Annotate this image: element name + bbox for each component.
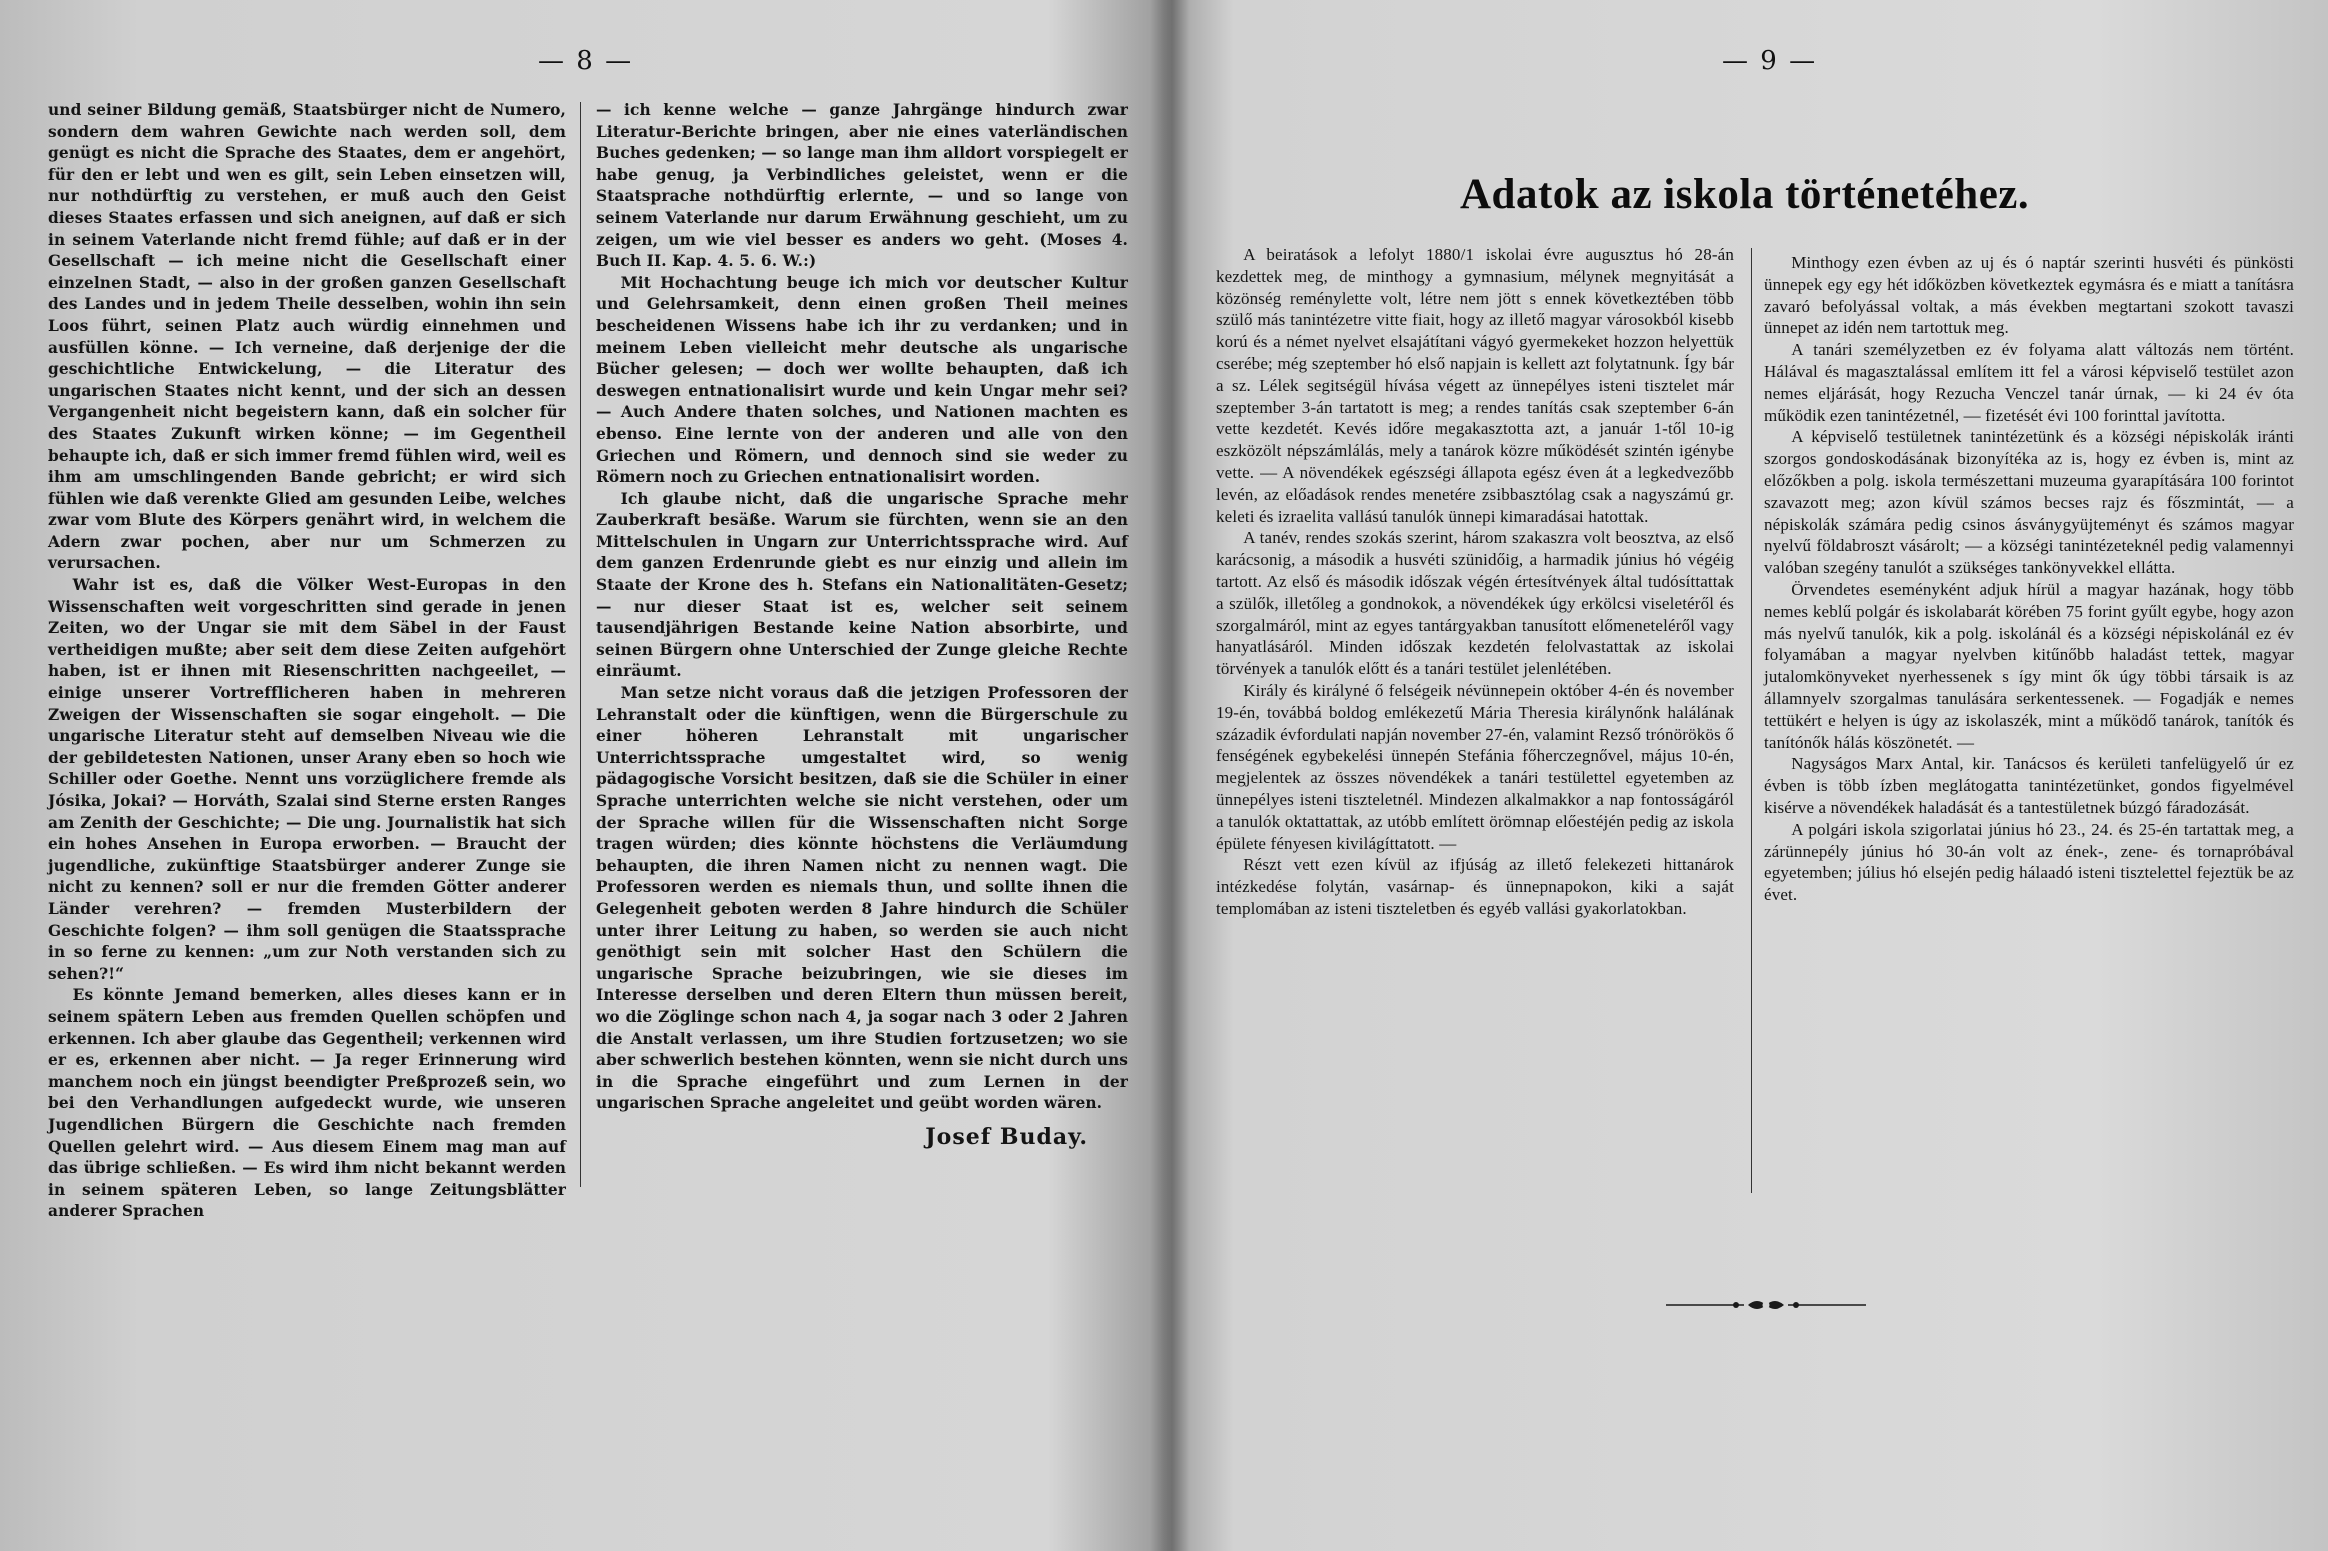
right-page-column-1 <box>1216 244 1734 920</box>
paragraph: Man setze nicht voraus daß die jetzigen Professoren der Lehranstalt oder die künftigen, wenn die Bürgerschule zu einer höheren Lehranstalt mit ungarischer Unterrichtssprache umgestaltet wird, so wenig pädagogische Vorsicht besitzen, daß sie die Schüler in einer Sprache unterrichten welche sie nicht verstehen, oder um der Sprache willen für die Wissenschaften nicht Sorge tragen würden; dies könnte höchstens die Verläumdung behaupten, die ihren Namen nicht zu nennen wagt. Die Professoren werden es niemals thun, und sollte ihnen die Gelegenheit geboten werden 8 Jahre hindurch die Schüler unter ihrer Leitung zu haben, so werden sie auch nicht genöthigt sein mit solcher Hast den Schülern die ungarische Sprache beizubringen, wie sie dieses im Interesse derselben und deren Eltern thun müssen bereit, wo die Zöglinge schon nach 4, ja sogar nach 3 oder 2 Jahren die Anstalt verlassen, um ihre Studien fortzusetzen; wo sie aber schwerlich bestehen könnten, wenn sie nicht durch uns in die Sprache eingeführt und zum Lernen in der ungarischen Sprache angeleitet und geübt worden wären. <box>596 684 1128 1113</box>
paragraph: A beiratások a lefolyt 1880/1 iskolai évre augusztus hó 28-án kezdettek meg, de minthogy a gymnasium, mélynek megnyitását a közönség reménylette volt, létre nem jött s ennek következtében több szülő más tanintézetre vitte fiait, hogy az illető magyar városokból kisebb korú és a német nyelvet elsajátítani vágyó gyermekeket hozzon helyettük cserébe; még szeptember hó első napjain is kellett azt folytatnunk. Így bár a sz. Lélek segitségül hívása végett az ünnepélyes isteni tisztelet már szeptember 3-án tartatott is meg; a rendes tanítás csak szeptember 6-án vette kezdetét. Kevés időre megakasztotta azt, a január 1-től 10-ig eszközölt népszámlálás, mely a tanárok közre működését szintén igénybe vette. — A növendékek egészségi állapota egész éven át a legkedvezőbb levén, az előadások rendes menetére zsibbasztólag csak a nagyszámú gr. keleti és izraelita vallású tanulók ünnepi kimaradásai hatottak. <box>1216 245 1734 526</box>
paragraph: A tanári személyzetben ez év folyama alatt változás nem történt. Hálával és magasztalással említem itt fel a városi képviselő testület azon nemes eljárását, hogy Rezucha Venczel tanár úrnak, — ki 24 év óta működik ezen tanintézetnél, — fizetését évi 100 forinttal javította. <box>1764 340 2294 425</box>
paragraph: Örvendetes eseményként adjuk hírül a magyar hazának, hogy több nemes keblű polgár és iskolabarát körében 75 forint gyűlt egybe, hogy azon más nyelvű tanulók, kik a polg. iskolánál és a községi népiskolánál ez év folyamában a magyar nyelvben kitűnőbb haladást tettek, magyar jutalomkönyveket nyerhessenek s így mint ők úgy többi társaik is az államnyelv szorgalmas tanulására serkentessenek. — Fogadják e nemes tettükért e helyen is úgy az iskolaszék, mint a működő tanárok, tanítók és tanítónők hálás köszönetét. — <box>1764 579 2294 752</box>
paragraph: A tanév, rendes szokás szerint, három szakaszra volt beosztva, az első karácsonig, a második a husvéti szünidőig, a harmadik június hó végéig tartott. Az első és második időszak végén értesítvények által tudósíttattak a szülők, illetőleg a gondnokok, a növendékek úgy erkölcsi viseletéről és szorgalmáról, mint az egyes tantárgyakban tanusított előmeneteléről vagy hanyatlásáról. Minden időszak kezdetén felolvastattak az iskolai törvények a tanulók előtt és a tanári testület jelenlétében. <box>1216 528 1734 679</box>
author-signature: Josef Buday. <box>925 1123 1088 1150</box>
article-title: Adatok az iskola történetéhez. <box>1460 171 2030 218</box>
page-number-right: — 9 — <box>1722 46 1818 76</box>
left-page-column-2 <box>596 100 1128 1149</box>
column-divider <box>580 102 581 1187</box>
paragraph: Részt vett ezen kívül az ifjúság az illető felekezeti hittanárok intézkedése folytán, vasárnap- és ünnepnapokon, kiki a saját templomában az isteni tiszteletben és egyéb vallási gyakorlatokban. <box>1216 855 1734 918</box>
paragraph: Es könnte Jemand bemerken, alles dieses kann er in seinem spätern Leben aus fremden Quellen schöpfen und erkennen. Ich aber glaube das Gegentheil; verkennen wird er es, erkennen aber nicht. — Ja reger Erinnerung wird manchem noch ein jüngst beendigter Preßprozeß sein, wo bei den Verhandlungen aufgedeckt wurde, wie unseren Jugendlichen Bürgern die Geschichte nach fremden Quellen gelehrt wird. — Aus diesem Einem mag man auf das übrige schließen. — Es wird ihm nicht bekannt werden in seinem späteren Leben, so lange Zeitungsblätter anderer Sprachen <box>48 986 566 1221</box>
paragraph: und seiner Bildung gemäß, Staatsbürger nicht de Numero, sondern dem wahren Gewichte nach werden soll, dem genügt es nicht die Sprache des Staates, dem er angehört, für den er lebt und wen es gilt, sein Leben einsetzen will, nur nothdürftig zu verstehen, er muß auch den Geist dieses Staates erfassen und sich aneignen, auf daß er sich in seinem Vaterlande nicht fremd fühle; auf daß er in der Gesellschaft — ich meine nicht die Gesellschaft einer einzelnen Stadt, — also in der großen ganzen Gesellschaft des Landes und in jedem Theile desselben, wohin ihn sein Loos führt, seinen Platz auch würdig einnehmen und ausfüllen könne. — Ich verneine, daß derjenige der die geschichtliche Entwickelung, — die Literatur des ungarischen Staates nicht kennt, und der sich an dessen Vergangenheit nicht begeistern kann, daß ein solcher für des Staates Zukunft wirken könne; — im Gegentheil behaupte ich, daß er sich immer fremd fühlen wird, weil es ihm am umschlingenden Bande gebricht; er wird sich fühlen wie daß verenkte Glied am gesunden Leibe, welches zwar vom Blute des Körpers genährt wird, in welchem die Adern zwar pochen, aber nur um Schmerzen zu verursachen. <box>48 101 566 573</box>
page-number-left: — 8 — <box>538 46 634 76</box>
column-divider <box>1751 248 1752 1193</box>
paragraph: Wahr ist es, daß die Völker West-Europas in den Wissenschaften weit vorgeschritten sind gerade in jenen Zeiten, wo der Ungar sie mit dem Säbel in der Faust vertheidigen mußte; aber seit dem diese Zeiten aufgehört haben, ist er ihnen mit Riesenschritten nachgeeilet, — einige unserer Vortrefflicheren haben in mehreren Zweigen der Wissenschaften sie sogar eingeholt. — Die ungarische Literatur steht auf demselben Niveau wie die der gebildetesten Nationen, unser Arany eben so hoch wie Schiller oder Goethe. Nennt uns vorzüglichere fremde als Jósika, Jokai? — Horváth, Szalai sind Sterne ersten Ranges am Zenith der Geschichte; — Die ung. Journalistik hat sich ein hohes Ansehen in Europa erworben. — Braucht der jugendliche, zukünftige Staatsbürger anderer Zunge sie nicht zu kennen? soll er nur die fremden Götter anderer Länder verehren? — fremden Musterbildern der Geschichte folgen? — ihm soll genügen die Staatssprache in so ferne zu kennen: „um zur Noth verstanden sich zu sehen?!“ <box>48 576 566 983</box>
paragraph: A képviselő testületnek tanintézetünk és a községi népiskolák iránti szorgos gondoskodásának bizonyítéka az is, hogy ez évben is, mint az előzőkben a polg. iskola természettani muzeuma gyarapítására 100 forintot szavazott meg; azon kívül számos becses rajz és főszmintát, — a népiskolák számára pedig csinos ásványgyüjteményt és számos magyar nyelvű földabroszt vásárolt; — a községi tanintézeteknél pedig valamennyi valóban szegény tanulót a szükséges tankönyvekkel ellátta. <box>1764 427 2294 578</box>
paragraph: Ich glaube nicht, daß die ungarische Sprache mehr Zauberkraft besäße. Warum sie fürchten, wenn sie an den Mittelschulen in Ungarn zur Unterrichtssprache wird. Auf dem ganzen Erdenrunde giebt es nur einzig und allein im Staate der Krone des h. Stefans ein Nationalitäten-Gesetz; — nur dieser Staat ist es, welcher seit seinem tausendjährigen Bestande keine Nation absorbirte, und seinen Bürgern ohne Unterschied der Zunge gleiche Rechte einräumt. <box>596 489 1128 681</box>
paragraph: — ich kenne welche — ganze Jahrgänge hindurch zwar Literatur-Berichte bringen, aber nie eines vaterländischen Buches gedenken; — so lange man ihm alldort vorspiegelt er habe genug, ja Verbindliches geleistet, wenn er die Staatsprache nothdürftig erlernte, — und so lange von seinem Vaterlande nur darum Erwähnung geschieht, um zu zeigen, um wie viel besser es anders wo geht. (Moses 4. Buch II. Kap. 4. 5. 6. W.:) <box>596 101 1128 271</box>
paragraph: Mit Hochachtung beuge ich mich vor deutscher Kultur und Gelehrsamkeit, denn einen großen Theil meines bescheidenen Wissens habe ich ihr zu verdanken; und in meinem Leben vielleicht mehr deutsche als ungarische Bücher gelesen; — doch wer wollte behaupten, daß ich deswegen entnationalisirt wurde und kein Ungar mehr sei? — Auch Andere thaten solches, und Nationen machten es ebenso. Eine lernte von der anderen und alle von den Griechen und Römern, und dennoch sind sie weder zu Römern noch zu Griechen entnationalisirt worden. <box>596 273 1128 487</box>
paragraph: Nagyságos Marx Antal, kir. Tanácsos és kerületi tanfelügyelő úr ez évben is több ízben meglátogatta tanintézetünket, gondos figyelmével kisérve a növendékek haladását és a tantestületnek búzgó fáradozását. <box>1764 754 2294 817</box>
right-page <box>1164 0 2328 1551</box>
decorative-divider-icon <box>1666 1296 1866 1314</box>
right-page-column-2 <box>1764 252 2294 906</box>
paragraph: Minthogy ezen évben az uj és ó naptár szerinti husvéti és pünkösti ünnepek egy egy hét időközben következtek egymásra és e miatt a tanításra zavaró befolyással voltak, a más években megtartani szokott tavaszi ünnepet az idén nem tartottuk meg. <box>1764 253 2294 338</box>
paragraph: Király és királyné ő felségeik névünnepein október 4-én és november 19-én, továbbá boldog emlékezetű Mária Theresia királynőnk halálának századik évfordulati napján november 27-én, valamint Rezső trónörökös ő fenségének egybekelési ünnepén Stefánia főherczegnővel, május 10-én, megjelentek az összes növendékek a tanári testülettel egyetemben az ünnepélyes isteni tiszteletnél. Mindezen alkalmakkor a nap fontosságáról a tanulók oktattattak, az utóbb említett örömnap előestéjén pedig az iskola épülete fényesen kivilágíttatott. — <box>1216 680 1734 853</box>
left-page-column-1 <box>48 100 566 1223</box>
paragraph: A polgári iskola szigorlatai június hó 23., 24. és 25-én tartattak meg, a zárünnepély június hó 30-án volt az ének-, zene- és tornapróbával egyetemben; július hó elsején pedig hálaadó isteni tisztelettel fejeztük be az évet. <box>1764 819 2294 905</box>
